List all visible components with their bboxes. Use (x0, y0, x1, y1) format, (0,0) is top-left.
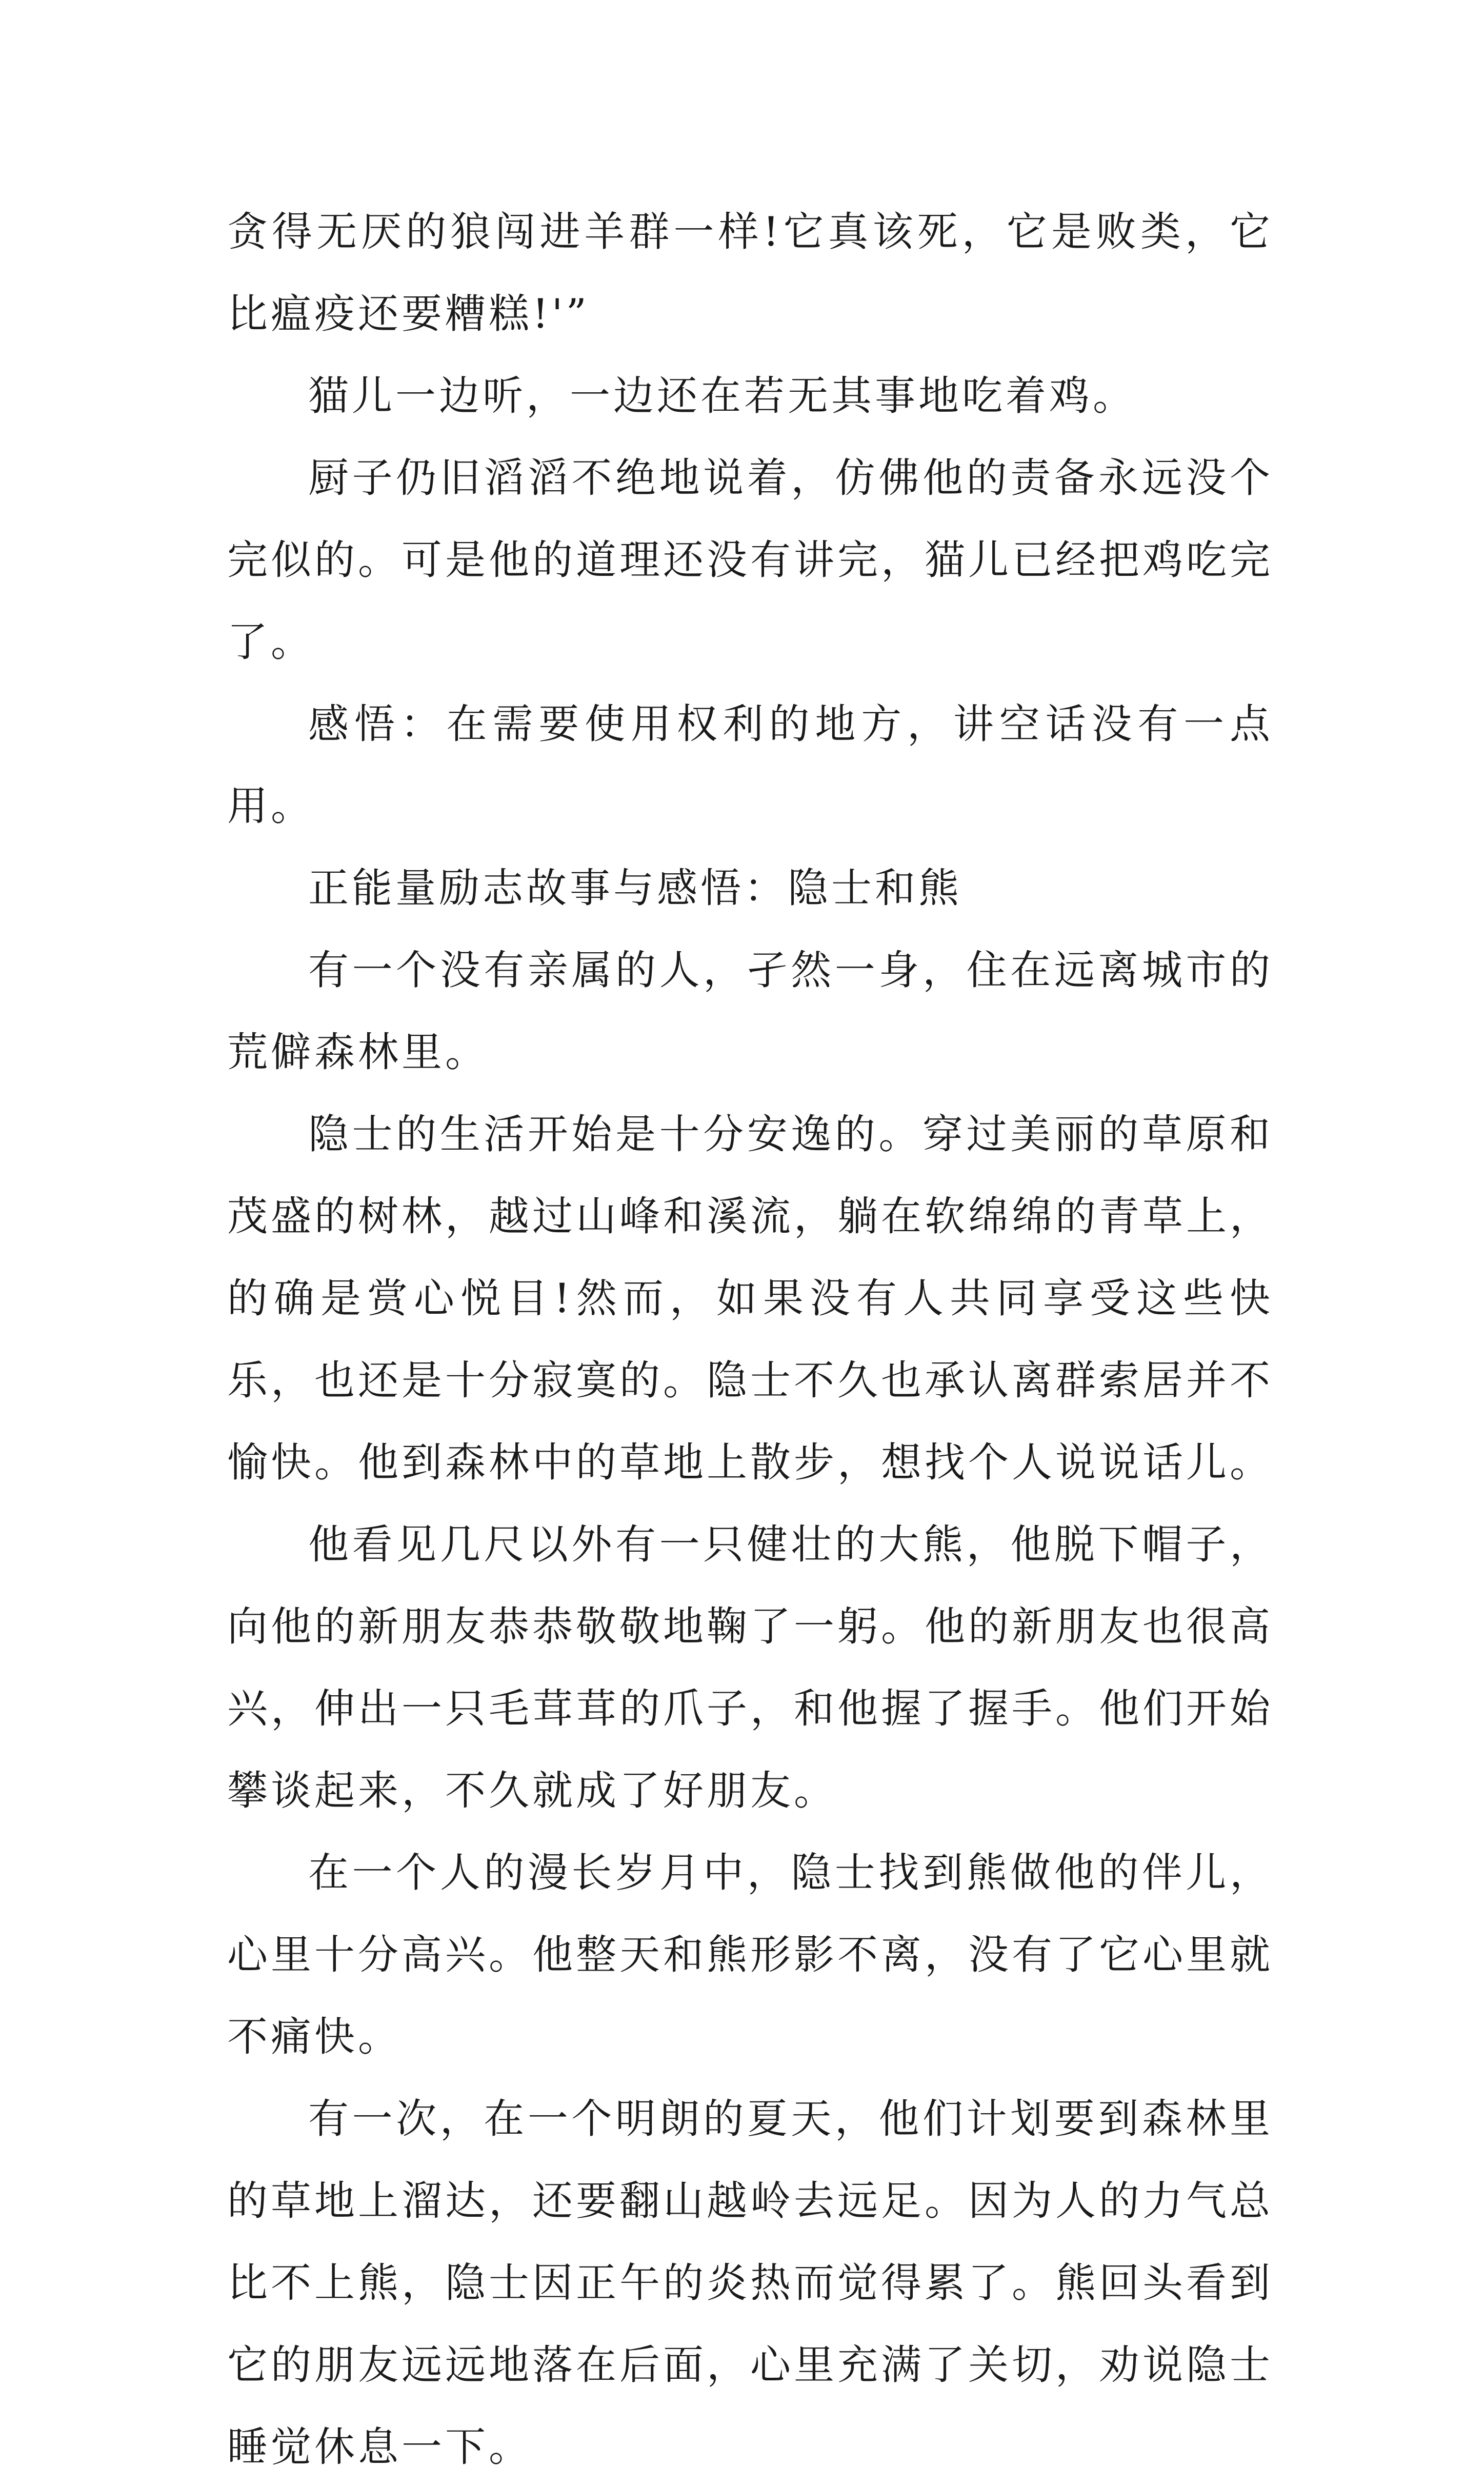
paragraph-8: 他看见几尺以外有一只健壮的大熊，他脱下帽子，向他的新朋友恭恭敬敬地鞠了一躬。他的新朋友也很高兴，伸出一只毛茸茸的爪子，和他握了握手。他们开始攀谈起来，不久就成了好朋友。 (227, 1521, 1273, 1814)
body-text (227, 191, 1273, 2488)
paragraph-10: 有一次，在一个明朗的夏天，他们计划要到森林里的草地上溜达，还要翻山越岭去远足。因为人的力气总比不上熊，隐士因正午的炎热而觉得累了。熊回头看到它的朋友远远地落在后面，心里充满了关切，劝说隐士睡觉休息一下。 (227, 2095, 1273, 2471)
paragraph-1: 贪得无厌的狼闯进羊群一样!它真该死，它是败类，它比瘟疫还要糟糕!'” (227, 208, 1273, 337)
story-title: 正能量励志故事与感悟：隐士和熊 (308, 865, 962, 912)
paragraph-4: 感悟：在需要使用权利的地方，讲空话没有一点用。 (227, 700, 1273, 830)
paragraph-2: 猫儿一边听，一边还在若无其事地吃着鸡。 (308, 372, 1136, 419)
paragraph-7: 隐士的生活开始是十分安逸的。穿过美丽的草原和茂盛的树林，越过山峰和溪流，躺在软绵绵的青草上，的确是赏心悦目!然而，如果没有人共同享受这些快乐，也还是十分寂寞的。隐士不久也承认离群索居并不愉快。他到森林中的草地上散步，想找个人说说话儿。 (227, 1111, 1273, 1486)
paragraph-9: 在一个人的漫长岁月中，隐士找到熊做他的伴儿，心里十分高兴。他整天和熊形影不离，没有了它心里就不痛快。 (227, 1849, 1273, 2060)
paragraph-6: 有一个没有亲属的人，孑然一身，住在远离城市的荒僻森林里。 (227, 947, 1273, 1076)
paragraph-3: 厨子仍旧滔滔不绝地说着，仿佛他的责备永远没个完似的。可是他的道理还没有讲完，猫儿已经把鸡吃完了。 (227, 454, 1273, 666)
